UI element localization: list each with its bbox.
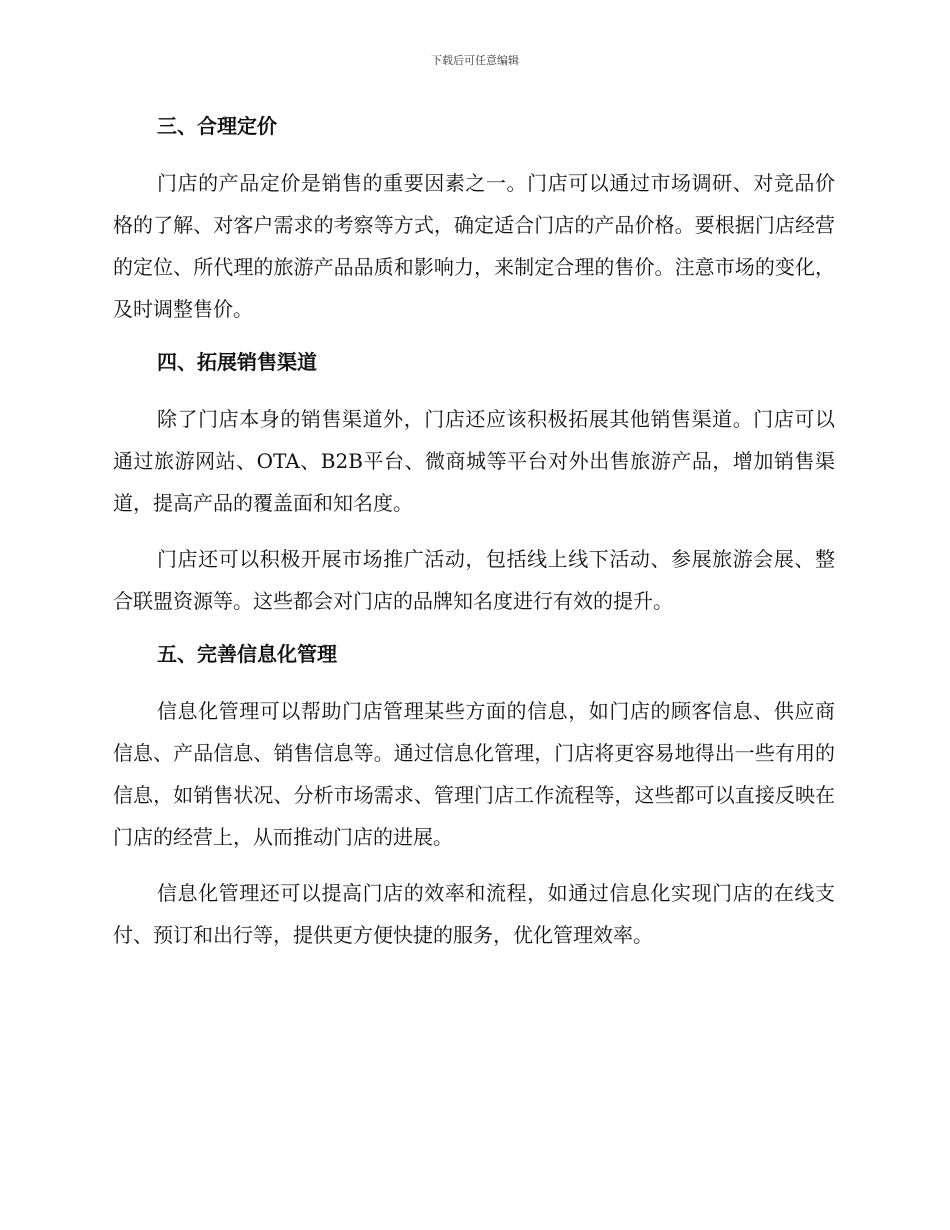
paragraph: 信息化管理还可以提高门店的效率和流程，如通过信息化实现门店的在线支付、预订和出行等，提供更方便快捷的服务，优化管理效率。 — [113, 881, 835, 947]
paragraph: 门店的产品定价是销售的重要因素之一。门店可以通过市场调研、对竞品价格的了解、对客户需求的考察等方式，确定适合门店的产品价格。要根据门店经营的定位、所代理的旅游产品品质和影响力，来制定合理的售价。注意市场的变化，及时调整售价。 — [113, 171, 835, 321]
paragraph: 信息化管理可以帮助门店管理某些方面的信息，如门店的顾客信息、供应商信息、产品信息、销售信息等。通过信息化管理，门店将更容易地得出一些有用的信息，如销售状况、分析市场需求、管理门店工作流程等，这些都可以直接反映在门店的经营上，从而推动门店的进展。 — [113, 699, 835, 849]
section-heading: 三、合理定价 — [157, 114, 277, 138]
page-header: 下载后可任意编辑 — [431, 54, 519, 67]
section-heading: 五、完善信息化管理 — [157, 642, 337, 666]
paragraph: 除了门店本身的销售渠道外，门店还应该积极拓展其他销售渠道。门店可以通过旅游网站、OTA、B2B平台、微商城等平台对外出售旅游产品，增加销售渠道，提高产品的覆盖面和知名度。 — [113, 407, 835, 515]
section-heading: 四、拓展销售渠道 — [157, 350, 317, 374]
document-body — [113, 110, 835, 956]
paragraph: 门店还可以积极开展市场推广活动，包括线上线下活动、参展旅游会展、整合联盟资源等。这些都会对门店的品牌知名度进行有效的提升。 — [113, 547, 835, 613]
